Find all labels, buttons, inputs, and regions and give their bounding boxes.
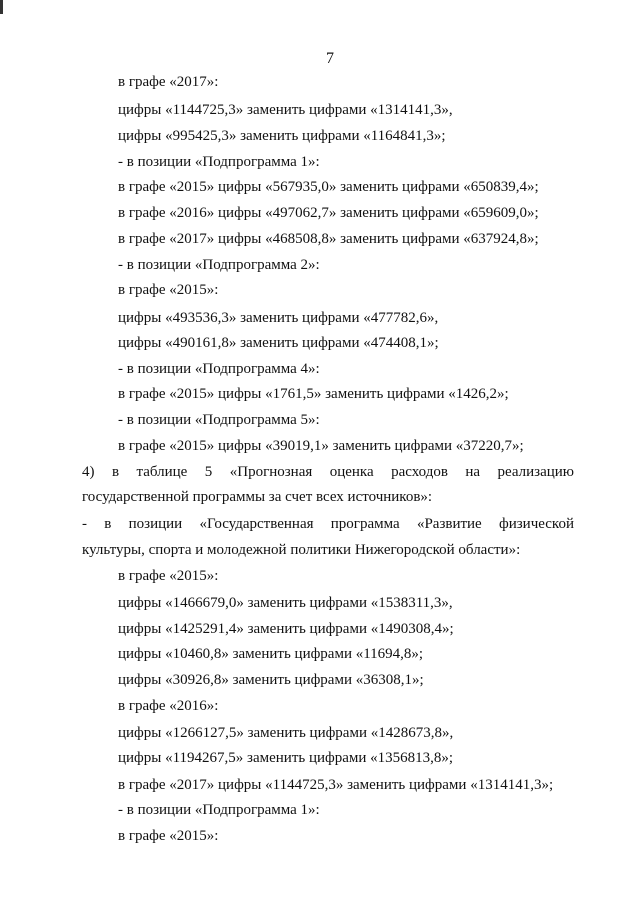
- text-line: - в позиции «Подпрограмма 1»:: [118, 154, 320, 170]
- text-line: в графе «2015» цифры «567935,0» заменить цифрами «650839,4»;: [118, 179, 539, 195]
- paragraph-line: 4) в таблице 5 «Прогнозная оценка расходов на реализацию: [82, 464, 574, 480]
- text-line: цифры «1425291,4» заменить цифрами «1490308,4»;: [118, 621, 454, 637]
- text-line: в графе «2017»:: [118, 74, 219, 90]
- paragraph-line: культуры, спорта и молодежной политики Нижегородской области»:: [82, 542, 521, 558]
- text-line: в графе «2015» цифры «1761,5» заменить цифрами «1426,2»;: [118, 386, 509, 402]
- text-line: цифры «995425,3» заменить цифрами «1164841,3»;: [118, 128, 446, 144]
- text-line: цифры «1466679,0» заменить цифрами «1538311,3»,: [118, 595, 453, 611]
- text-line: - в позиции «Подпрограмма 4»:: [118, 361, 320, 377]
- text-line: цифры «30926,8» заменить цифрами «36308,1»;: [118, 672, 424, 688]
- text-line: цифры «490161,8» заменить цифрами «474408,1»;: [118, 335, 439, 351]
- text-line: цифры «10460,8» заменить цифрами «11694,8»;: [118, 646, 424, 662]
- text-line: цифры «1144725,3» заменить цифрами «1314141,3»,: [118, 102, 453, 118]
- page-number: 7: [326, 50, 334, 67]
- paragraph-line: - в позиции «Государственная программа «Развитие физической: [82, 516, 574, 532]
- text-line: цифры «1266127,5» заменить цифрами «1428673,8»,: [118, 725, 454, 741]
- scan-corner-mark: [0, 0, 3, 14]
- text-line: цифры «1194267,5» заменить цифрами «1356813,8»;: [118, 750, 454, 766]
- text-line: в графе «2016»:: [118, 698, 219, 714]
- text-line: цифры «493536,3» заменить цифрами «477782,6»,: [118, 310, 439, 326]
- text-line: в графе «2015»:: [118, 568, 219, 584]
- text-line: в графе «2015»:: [118, 282, 219, 298]
- text-line: в графе «2017» цифры «468508,8» заменить цифрами «637924,8»;: [118, 231, 539, 247]
- text-line: - в позиции «Подпрограмма 2»:: [118, 257, 320, 273]
- text-line: в графе «2015» цифры «39019,1» заменить цифрами «37220,7»;: [118, 438, 524, 454]
- text-line: в графе «2017» цифры «1144725,3» заменить цифрами «1314141,3»;: [118, 777, 554, 793]
- text-line: - в позиции «Подпрограмма 5»:: [118, 412, 320, 428]
- paragraph-line: государственной программы за счет всех источников»:: [82, 489, 433, 505]
- text-line: - в позиции «Подпрограмма 1»:: [118, 802, 320, 818]
- text-line: в графе «2016» цифры «497062,7» заменить цифрами «659609,0»;: [118, 205, 539, 221]
- text-line: в графе «2015»:: [118, 828, 219, 844]
